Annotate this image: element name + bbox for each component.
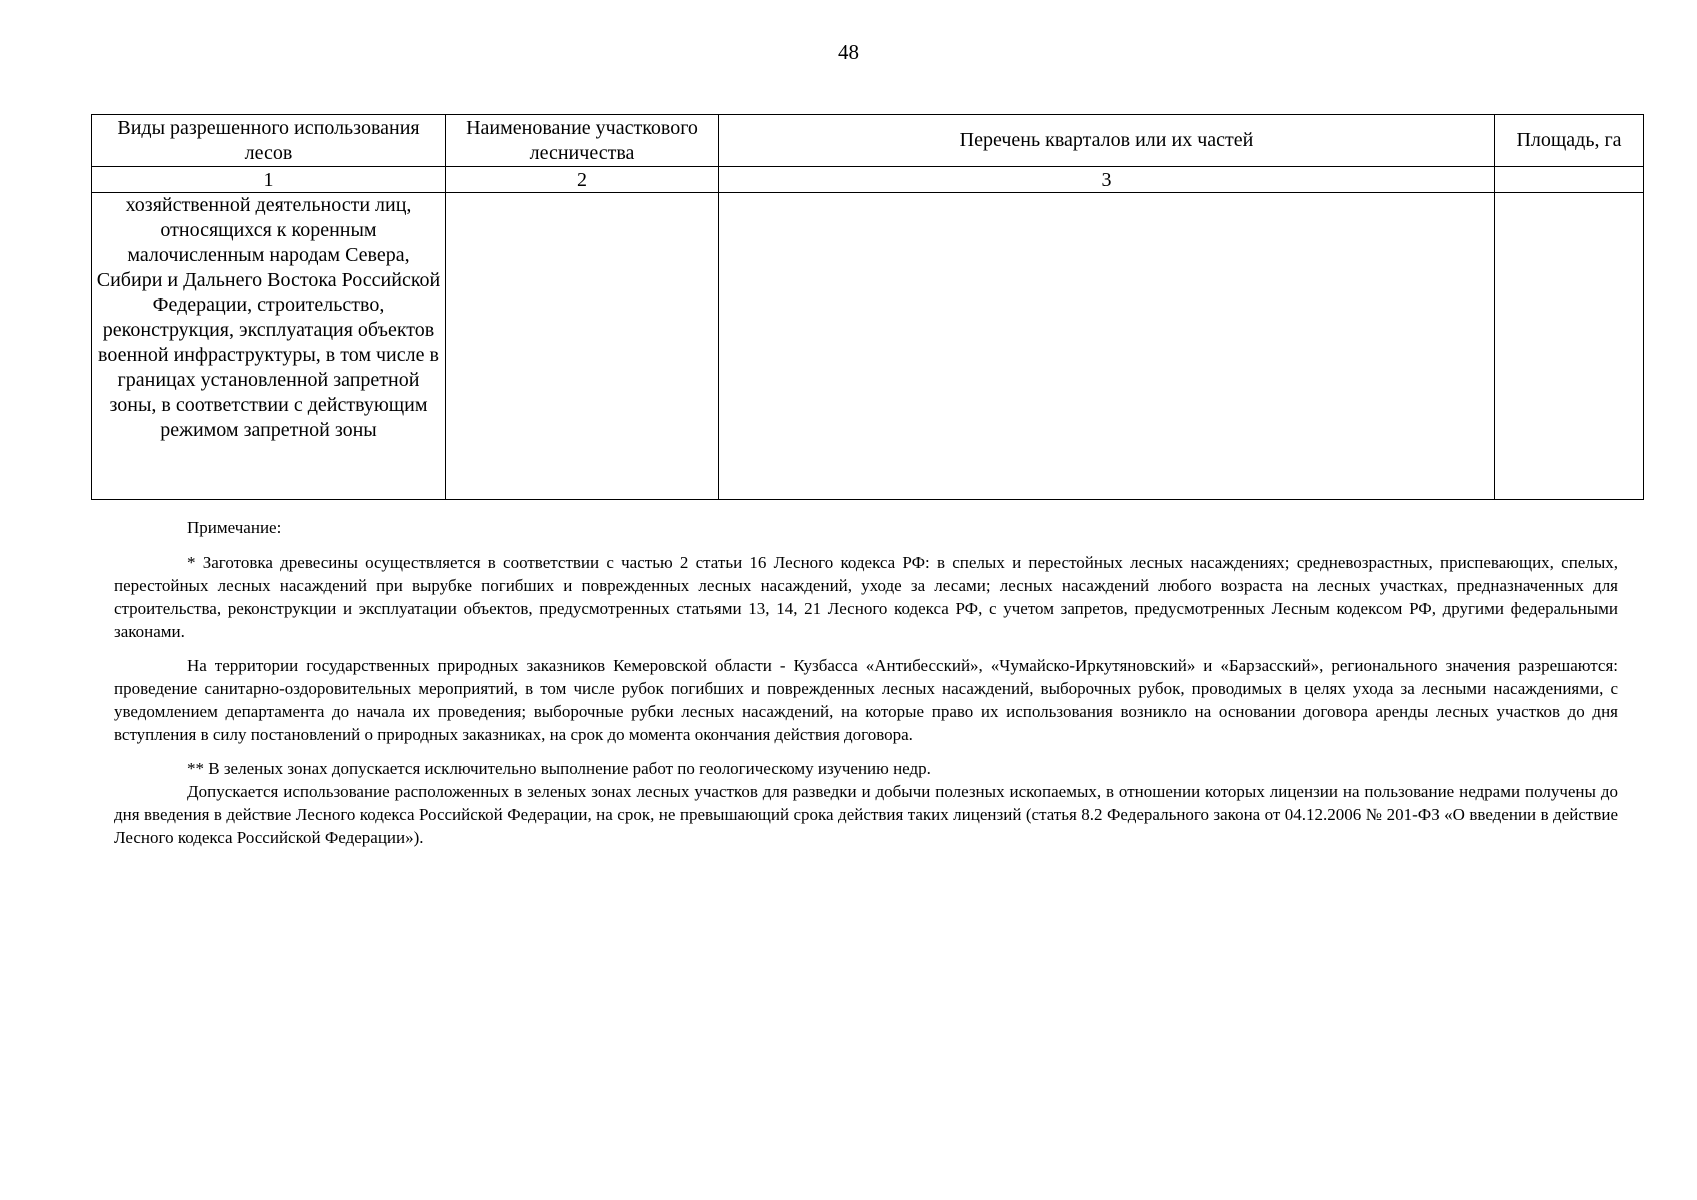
table-row [92,193,1644,500]
header-use-type: Виды разрешенного использования лесов [92,115,446,167]
notes-section [114,516,1618,849]
forestry-cell [446,193,719,500]
header-area: Площадь, га [1495,115,1644,167]
column-number-4 [1495,167,1644,193]
use-type-cell: хозяйственной деятельности лиц, относящихся к коренным малочисленным народам Севера, Сибири и Дальнего Востока Российской Федерации, строительство, реконструкция, эксплуатация объектов военной инфраструктуры, в том числе в границах установленной запретной зоны, в соответствии с действующим режимом запретной зоны [92,193,446,500]
note-paragraph-green-zones: ** В зеленых зонах допускается исключительно выполнение работ по геологическому изучению недр. [187,759,931,778]
column-number-2: 2 [446,167,719,193]
note-paragraph-mining: Допускается использование расположенных в зеленых зонах лесных участков для разведки и добычи полезных ископаемых, в отношении которых лицензии на пользование недрами получены до дня введения в действие Лесного кодекса Российской Федерации, на срок, не превышающий срока действия таких лицензий (статья 8.2 Федерального закона от 04.12.2006 № 201-ФЗ «О введении в действие Лесного кодекса Российской Федерации»). [114,782,1618,847]
note-paragraph-harvesting: * Заготовка древесины осуществляется в соответствии с частью 2 статьи 16 Лесного кодекса РФ: в спелых и перестойных лесных насаждениях; средневозрастных, приспевающих, спелых, перестойных лесных насаждений при вырубке погибших и поврежденных лесных насаждений, уходе за лесами; лесных насаждений любого возраста на лесных участках, предназначенных для строительства, реконструкции и эксплуатации объектов, предусмотренных статьями 13, 14, 21 Лесного кодекса РФ, с учетом запретов, предусмотренных Лесным кодексом РФ, другими федеральными законами. [114,553,1618,641]
note-paragraph-reserves: На территории государственных природных заказников Кемеровской области - Кузбасса «Антибесский», «Чумайско-Иркутяновский» и «Барзасский», регионального значения разрешаются: проведение санитарно-оздоровительных мероприятий, в том числе рубок погибших и поврежденных лесных насаждений, выборочных рубок, проводимых в целях ухода за лесными насаждениями, с уведомлением департамента до начала их проведения; выборочные рубки лесных насаждений, на которые право их использования возникло на основании договора аренды лесных участков до дня вступления в силу постановлений о природных заказниках, на срок до момента окончания действия договора. [114,656,1618,744]
column-number-1: 1 [92,167,446,193]
column-number-3: 3 [719,167,1495,193]
header-quarters: Перечень кварталов или их частей [719,115,1495,167]
column-number-row [92,167,1644,193]
area-cell [1495,193,1644,500]
table-header-row [92,115,1644,167]
quarters-cell [719,193,1495,500]
header-forestry: Наименование участкового лесничества [446,115,719,167]
forest-use-table [91,114,1644,500]
page-number: 48 [838,40,859,64]
notes-title: Примечание: [187,518,282,537]
